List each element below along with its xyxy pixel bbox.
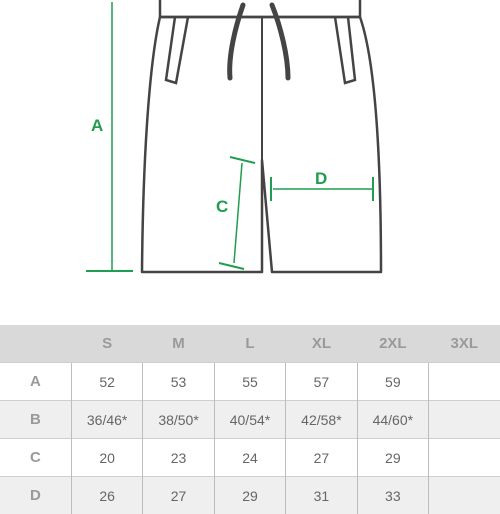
table-cell [429,363,500,401]
table-cell [429,401,500,439]
table-cell: 29 [214,477,285,514]
dimension-c-line [234,163,242,263]
table-row [0,477,500,514]
table-cell: 53 [143,363,214,401]
table-row [0,363,500,401]
row-label: C [0,439,71,477]
row-label: A [0,363,71,401]
left-pocket [166,17,188,83]
table-cell: 23 [143,439,214,477]
table-cell: 42/58* [286,401,357,439]
table-cell [429,477,500,514]
header-cell-xl: XL [286,325,357,363]
table-cell: 38/50* [143,401,214,439]
table-row [0,401,500,439]
table-header-row [0,325,500,363]
table-cell: 40/54* [214,401,285,439]
table-cell: 27 [143,477,214,514]
dimension-a-label: A [91,116,103,136]
table-cell: 44/60* [357,401,428,439]
table-cell: 59 [357,363,428,401]
table-cell: 24 [214,439,285,477]
header-cell-m: M [143,325,214,363]
right-pocket [335,17,355,83]
header-cell-empty [0,325,71,363]
waistband-outline [160,0,360,17]
table-row [0,439,500,477]
table-cell: 55 [214,363,285,401]
table-cell: 20 [71,439,142,477]
table-cell: 33 [357,477,428,514]
dimension-c-bottom-tick [219,263,244,269]
header-cell-3xl: 3XL [429,325,500,363]
dimension-c-top-tick [230,157,255,163]
header-cell-l: L [214,325,285,363]
table-cell: 31 [286,477,357,514]
table-cell: 26 [71,477,142,514]
table-cell: 29 [357,439,428,477]
table-cell: 57 [286,363,357,401]
table-cell: 27 [286,439,357,477]
table-cell: 52 [71,363,142,401]
header-cell-s: S [71,325,142,363]
size-chart-table [0,325,500,514]
row-label: B [0,401,71,439]
table-cell [429,439,500,477]
dimension-c-label: C [216,197,228,217]
row-label: D [0,477,71,514]
table-cell: 36/46* [71,401,142,439]
header-cell-2xl: 2XL [357,325,428,363]
dimension-d-label: D [315,169,327,189]
